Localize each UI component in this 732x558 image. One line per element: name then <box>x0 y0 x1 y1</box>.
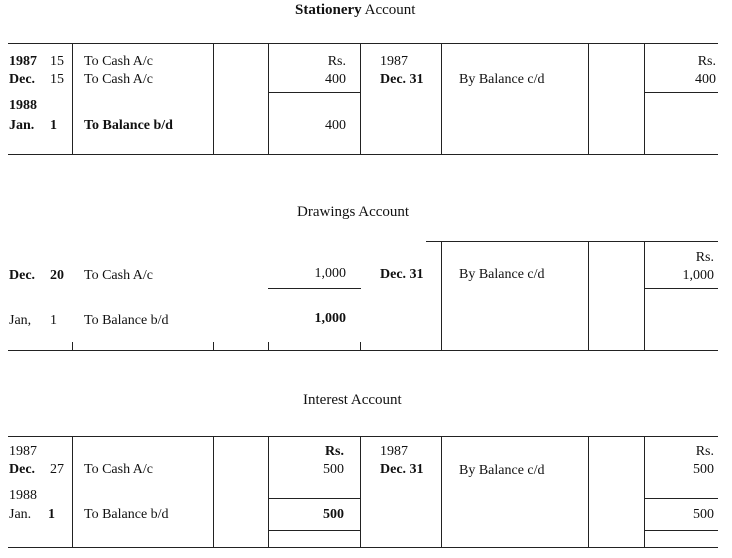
year-label: 1987 <box>380 54 408 69</box>
total-rule <box>644 530 718 531</box>
amount: 400 <box>695 72 716 87</box>
date: Dec. 31 <box>380 267 424 282</box>
rs-label: Rs. <box>324 444 344 459</box>
particulars: By Balance c/d <box>459 72 545 87</box>
year-label: 1988 <box>9 488 37 503</box>
year-label: 1987 <box>9 444 37 459</box>
tick <box>213 342 214 350</box>
day: 27 <box>50 462 64 477</box>
day: 1 <box>48 507 55 522</box>
amount: 1,000 <box>682 268 714 283</box>
date: Dec. 31 <box>380 462 424 477</box>
top-rule <box>8 436 718 437</box>
divider <box>588 43 589 155</box>
total-rule <box>268 288 361 289</box>
amount: 500 <box>693 507 714 522</box>
particulars: By Balance c/d <box>459 463 545 478</box>
tick <box>268 342 269 350</box>
rs-label: Rs. <box>697 54 716 69</box>
divider <box>644 241 645 351</box>
total-rule <box>644 92 718 93</box>
date: Jan. <box>9 118 35 133</box>
total-rule <box>644 498 718 499</box>
divider <box>588 436 589 548</box>
divider <box>441 241 442 351</box>
year-label: 1988 <box>9 98 37 113</box>
total-rule <box>268 498 361 499</box>
top-rule <box>8 43 718 44</box>
rs-label: Rs. <box>327 54 346 69</box>
divider <box>72 43 73 155</box>
tick <box>72 342 73 350</box>
particulars: To Cash A/c <box>84 268 154 283</box>
divider <box>588 241 589 351</box>
rs-label: Rs. <box>695 444 714 459</box>
date: Dec. <box>9 72 36 87</box>
date: Dec. 31 <box>380 72 424 87</box>
date: Dec. <box>9 462 36 477</box>
day: 15 <box>50 72 64 87</box>
day: 15 <box>50 54 64 69</box>
divider <box>213 43 214 155</box>
date: Jan. <box>9 507 32 522</box>
tick <box>360 342 361 350</box>
divider <box>213 436 214 548</box>
divider <box>441 436 442 548</box>
particulars: To Cash A/c <box>84 462 154 477</box>
total-rule <box>268 530 361 531</box>
top-rule <box>426 241 718 242</box>
divider <box>360 43 361 155</box>
particulars: To Cash A/c <box>84 54 154 69</box>
date: Dec. <box>9 268 36 283</box>
day: 1 <box>50 118 57 133</box>
particulars: To Balance b/d <box>84 118 173 133</box>
bottom-rule <box>8 154 718 155</box>
rs-label: Rs. <box>695 250 714 265</box>
particulars: By Balance c/d <box>459 267 545 282</box>
amount: 500 <box>693 462 714 477</box>
year-label: 1987 <box>9 54 37 69</box>
amount: 400 <box>325 118 346 133</box>
amount: 1,000 <box>314 266 346 281</box>
amount: 500 <box>323 462 344 477</box>
amount: 500 <box>323 507 344 522</box>
divider <box>268 43 269 155</box>
divider <box>72 436 73 548</box>
particulars: To Balance b/d <box>84 507 169 522</box>
total-rule <box>268 92 361 93</box>
day: 1 <box>50 313 57 328</box>
divider <box>644 43 645 155</box>
year-label: 1987 <box>380 444 408 459</box>
drawings-title: Drawings Account <box>297 204 410 220</box>
day: 20 <box>50 268 64 283</box>
particulars: To Balance b/d <box>84 313 169 328</box>
date: Jan, <box>9 313 32 328</box>
bottom-rule <box>8 350 718 351</box>
interest-title: Interest Account <box>303 392 402 408</box>
particulars: To Cash A/c <box>84 72 154 87</box>
bottom-rule <box>8 547 718 548</box>
divider <box>441 43 442 155</box>
total-rule <box>644 288 718 289</box>
stationery-title: Stationery Account <box>295 2 416 18</box>
amount: 1,000 <box>314 311 346 326</box>
amount: 400 <box>325 72 346 87</box>
